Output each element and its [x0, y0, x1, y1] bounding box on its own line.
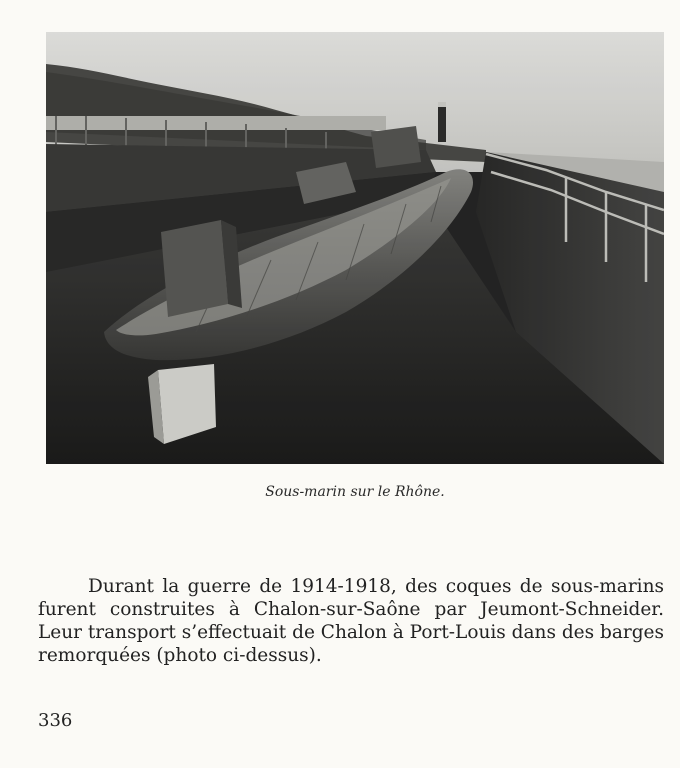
- body-paragraph-container: [38, 575, 664, 667]
- page-number: 336: [38, 710, 73, 731]
- photo-caption: Sous-marin sur le Rhône.: [265, 484, 445, 500]
- body-paragraph: Durant la guerre de 1914-1918, des coques de sous-marins furent construites à Chalon-sur-Saône par Jeumont-Schneider. Leur transport s’effectuait de Chalon à Port-Louis dans des barges remorquées (photo ci-dessus).: [38, 576, 664, 666]
- submarine-photo-illustration: [46, 32, 664, 464]
- submarine-photo: [46, 32, 664, 464]
